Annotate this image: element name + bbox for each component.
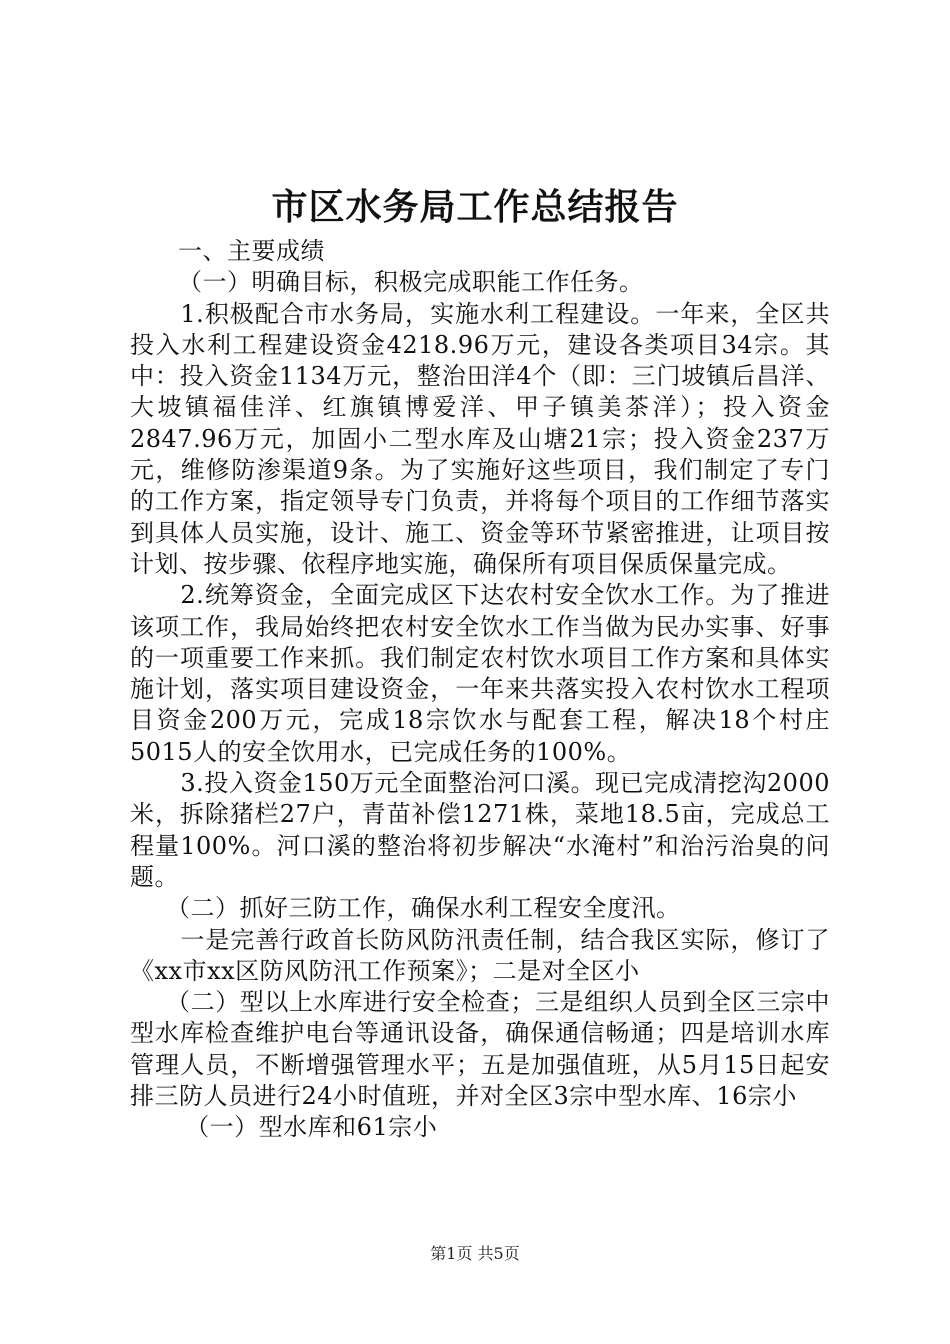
document-title: 市区水务局工作总结报告 xyxy=(271,187,679,228)
subsection-heading: （一）明确目标，积极完成职能工作任务。 xyxy=(178,268,644,297)
paragraph: 2.统筹资金，全面完成区下达农村安全饮水工作。为了推进该项工作，我局始终把农村安全饮水工作当做为民办实事、好事的一项重要工作来抓。我们制定农村饮水项目工作方案和具体实施计划，落实项目建设资金，一年来共落实投入农村饮水工程项目资金200万元，完成18宗饮水与配套工程，解决18个村庄5015人的安全饮用水，已完成任务的100%。 xyxy=(130,581,830,766)
paragraph: 一是完善行政首长防风防汛责任制，结合我区实际，修订了《xx市xx区防风防汛工作预案》；二是对全区小 xyxy=(130,925,830,985)
paragraph: （一）型水库和61宗小 xyxy=(185,1113,438,1142)
paragraph: （二）型以上水库进行安全检查；三是组织人员到全区三宗中型水库检查维护电台等通讯设备，确保通信畅通；四是培训水库管理人员，不断增强管理水平；五是加强值班，从5月15日起安排三防人员进行24小时值班，并对全区3宗中型水库、16宗小 xyxy=(130,988,830,1111)
section-heading: 一、主要成绩 xyxy=(178,237,325,265)
document-body xyxy=(130,236,830,1144)
page-number: 第1页 共5页 xyxy=(430,1244,520,1263)
paragraph: 1.积极配合市水务局，实施水利工程建设。一年来，全区共投入水利工程建设资金4218.96万元，建设各类项目34宗。其中：投入资金1134万元，整治田洋4个（即：三门坡镇后昌洋、大坡镇福佳洋、红旗镇博爱洋、甲子镇美茶洋）；投入资金2847.96万元，加固小二型水库及山塘21宗；投入资金237万元，维修防渗渠道9条。为了实施好这些项目，我们制定了专门的工作方案，指定领导专门负责，并将每个项目的工作细节落实到具体人员实施，设计、施工、资金等环节紧密推进，让项目按计划、按步骤、依程序地实施，确保所有项目保质保量完成。 xyxy=(130,299,830,578)
subsection-heading: （二）抓好三防工作，确保水利工程安全度汛。 xyxy=(166,894,681,923)
paragraph: 3.投入资金150万元全面整治河口溪。现已完成清挖沟2000米，拆除猪栏27户，青苗补偿1271株，菜地18.5亩，完成总工程量100%。河口溪的整治将初步解决“水淹村”和治污治臭的问题。 xyxy=(130,769,830,891)
